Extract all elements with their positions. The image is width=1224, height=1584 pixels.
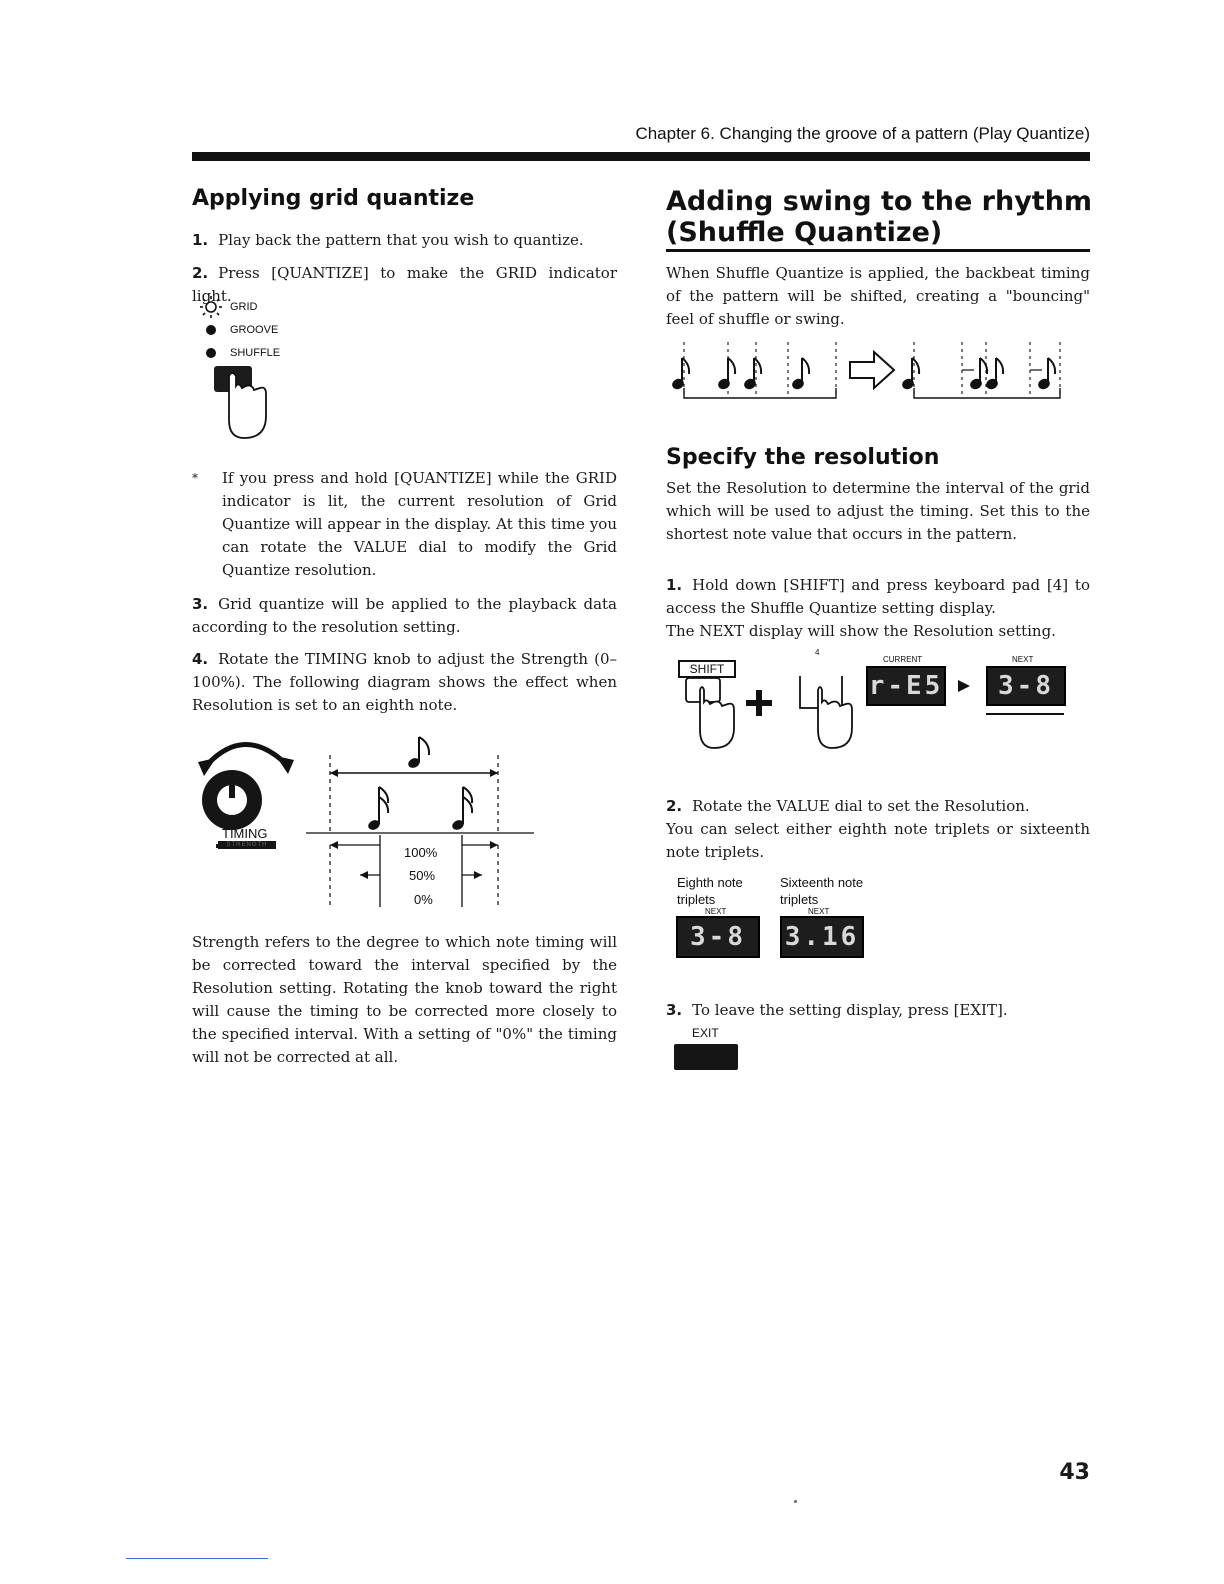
rotate-arrow-icon: [206, 744, 286, 766]
shift-button-label: SHIFT: [678, 660, 736, 678]
timing-knob-label: TIMING: [222, 826, 268, 841]
current-display-screen: r-E5: [866, 666, 946, 706]
shuffle-rhythm-illustration: [670, 340, 1070, 402]
sixteenth-triplets-next-label: NEXT: [808, 907, 830, 916]
grid-led-lit-icon: [200, 296, 222, 318]
plus-icon: [746, 690, 772, 716]
strength-description: Strength refers to the degree to which note timing will be corrected toward the interval specified by the Resolution setting. Rotating the knob toward the right will cause the timing to be corrected more closely to the specified interval. With a setting of "0%" the timing will not be corrected at all.: [192, 933, 617, 1066]
sixteenth-note-icon: [367, 787, 388, 832]
header-rule: [192, 152, 1090, 161]
exit-button-label: EXIT: [692, 1026, 719, 1040]
next-display-screen: 3-8: [986, 666, 1066, 706]
eighth-triplets-next-label: NEXT: [705, 907, 727, 916]
sixteenth-triplets-option: Sixteenth note triplets: [780, 875, 864, 907]
next-display-underline: [986, 713, 1064, 715]
timing-knob-sublabel: STRENGTH: [218, 841, 276, 849]
left-step-3: 3. Grid quantize will be applied to the playback data according to the resolution setting.: [192, 595, 617, 636]
quantize-indicators-illustration: [196, 294, 296, 444]
eighth-triplets-option: Eighth note triplets: [677, 875, 743, 907]
eighth-triplets-display: 3-8: [676, 916, 760, 958]
footer-line: [126, 1558, 268, 1559]
left-step-1: 1. Play back the pattern that you wish to quantize.: [192, 231, 584, 249]
grid-indicator-label: GRID: [230, 301, 258, 313]
next-display-label: NEXT: [1012, 655, 1034, 664]
strength-100-label: 100%: [404, 845, 438, 860]
exit-button[interactable]: [674, 1044, 738, 1070]
groove-indicator-label: GROOVE: [230, 324, 279, 336]
press-button-hand-icon: [214, 366, 266, 438]
shift-plus-pad-illustration: [672, 676, 872, 756]
current-display-label: CURRENT: [883, 655, 923, 664]
section-title-specify-resolution: Specify the resolution: [666, 445, 940, 470]
chapter-header: Chapter 6. Changing the groove of a pattern (Play Quantize): [635, 124, 1090, 143]
right-step-3: 3. To leave the setting display, press [EXIT].: [666, 1001, 1008, 1019]
arrow-right-icon: [850, 352, 894, 388]
pad-4-press-hand-icon: [800, 676, 852, 748]
next-display-note: The NEXT display will show the Resolution setting.: [666, 622, 1056, 640]
strength-diagram: [304, 735, 536, 913]
right-step-1: 1. Hold down [SHIFT] and press keyboard pad [4] to access the Shuffle Quantize setting display.: [666, 576, 1090, 617]
page-number: 43: [1059, 1460, 1090, 1485]
eighth-note-icon: [407, 737, 429, 770]
sixteenth-note-icon: [451, 787, 472, 832]
pad-number-label: 4: [815, 648, 820, 657]
section-title-grid-quantize: Applying grid quantize: [192, 186, 475, 211]
groove-led-icon: [206, 325, 216, 335]
shuffle-intro: When Shuffle Quantize is applied, the backbeat timing of the pattern will be shifted, creating a "bouncing" feel of shuffle or swing.: [666, 264, 1090, 328]
right-step-2: 2. Rotate the VALUE dial to set the Resolution.: [666, 797, 1030, 815]
sixteenth-triplets-display: 3.16: [780, 916, 864, 958]
shuffled-eighth-notes-icon: [902, 358, 1055, 390]
strength-50-label: 50%: [409, 868, 436, 883]
section-title-shuffle-quantize: Adding swing to the rhythm (Shuffle Quantize): [666, 186, 1093, 248]
left-step-4: 4. Rotate the TIMING knob to adjust the Strength (0–100%). The following diagram shows the effect when Resolution is set to an eighth note.: [192, 650, 617, 714]
triplet-choice-note: You can select either eighth note triplets or sixteenth note triplets.: [666, 820, 1090, 861]
page-speck: [794, 1500, 797, 1503]
shuffle-indicator-label: SHUFFLE: [230, 347, 281, 359]
title-underline: [666, 249, 1090, 252]
shift-press-hand-icon: [686, 678, 734, 748]
left-step-2: 2. Press [QUANTIZE] to make the GRID indicator light.: [192, 264, 617, 305]
resolution-intro: Set the Resolution to determine the interval of the grid which will be used to adjust the timing. Set this to the shortest note value that occurs in the pattern.: [666, 479, 1090, 543]
strength-0-label: 0%: [414, 892, 433, 907]
shuffle-led-icon: [206, 348, 216, 358]
grid-resolution-note: * If you press and hold [QUANTIZE] while the GRID indicator is lit, the current resolution of Grid Quantize will appear in the display. At this time you can rotate the VALUE dial to modify the Grid Quantize resolution.: [192, 469, 617, 579]
arrow-right-icon: [958, 680, 970, 692]
